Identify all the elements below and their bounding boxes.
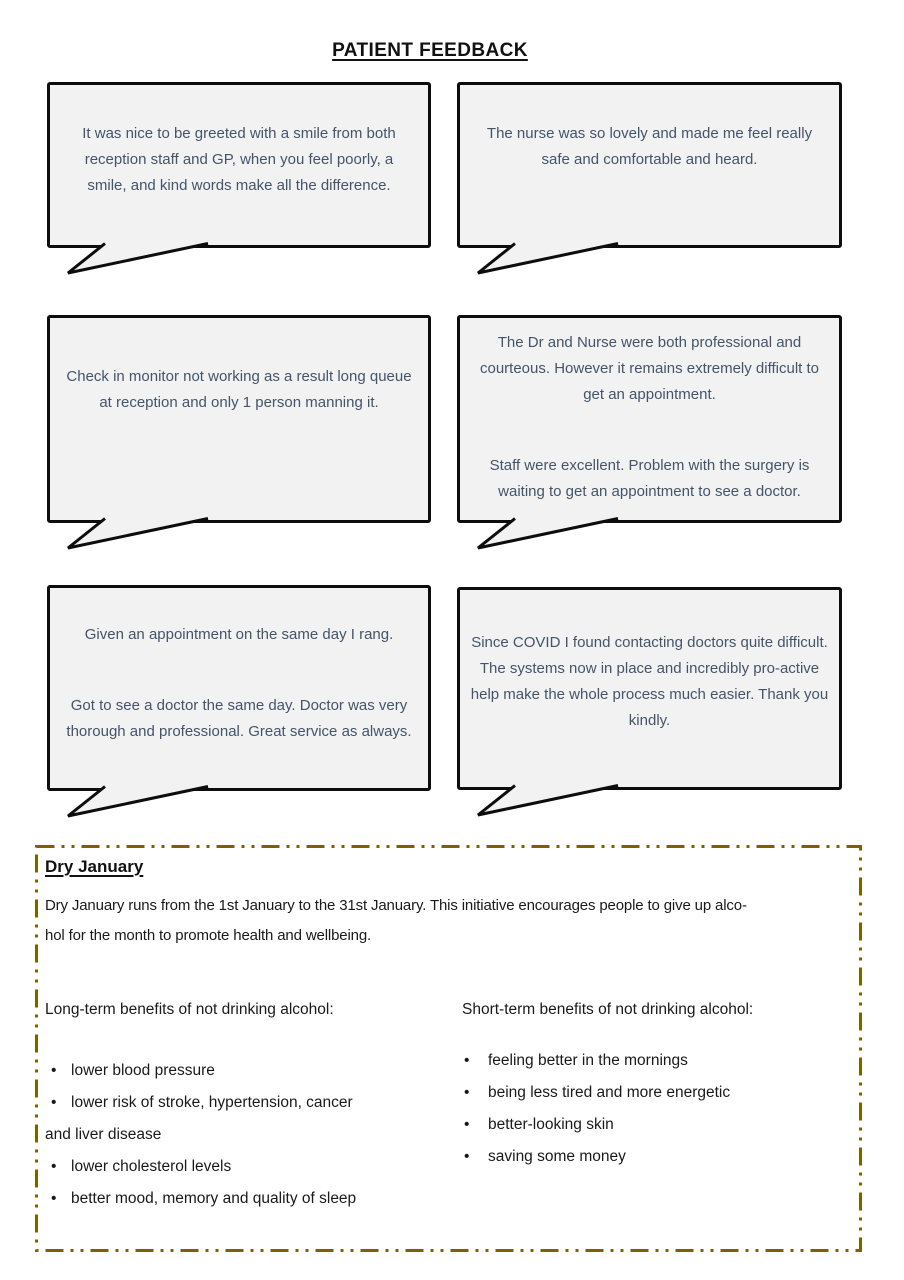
benefits-columns (45, 1001, 850, 1215)
list-item (462, 1077, 850, 1109)
bullet-icon: • (464, 1148, 470, 1165)
short-term-heading: Short-term benefits of not drinking alcohol: (462, 1001, 754, 1018)
list-item-continuation: and liver disease (45, 1126, 162, 1143)
bullet-icon: • (464, 1052, 470, 1069)
feedback-quote: Got to see a doctor the same day. Doctor was very thorough and professional. Great service as always. (66, 697, 412, 740)
list-item-text: better mood, memory and quality of sleep (71, 1190, 357, 1207)
list-item-text: lower blood pressure (71, 1062, 215, 1079)
list-item (462, 1045, 850, 1077)
feedback-bubble-4 (457, 315, 842, 523)
feedback-bubble-6 (457, 587, 842, 790)
page-title: PATIENT FEEDBACK (332, 40, 528, 61)
list-item-text: better-looking skin (488, 1116, 614, 1133)
feedback-quote: The nurse was so lovely and made me feel really safe and comfortable and heard. (486, 125, 813, 168)
dry-january-content (35, 845, 862, 1252)
list-item-text: saving some money (488, 1148, 626, 1165)
feedback-quote: Since COVID I found contacting doctors quite difficult. The systems now in place and incredibly pro-active help make the whole process much easier. Thank you kindly. (470, 634, 829, 729)
dry-january-intro (45, 891, 850, 951)
speech-tail-icon (62, 242, 212, 276)
speech-tail-icon (472, 784, 622, 818)
short-term-column (462, 1001, 850, 1215)
intro-line: hol for the month to promote health and wellbeing. (45, 927, 372, 944)
feedback-quote: The Dr and Nurse were both professional and courteous. However it remains extremely difficult to get an appointment. (479, 334, 820, 403)
feedback-quote: Check in monitor not working as a result long queue at reception and only 1 person manning it. (66, 368, 412, 411)
list-item-text: being less tired and more energetic (488, 1084, 731, 1101)
bullet-icon: • (51, 1094, 57, 1111)
bullet-icon: • (51, 1062, 57, 1079)
bullet-icon: • (464, 1116, 470, 1133)
feedback-quote: It was nice to be greeted with a smile from both reception staff and GP, when you feel poorly, a smile, and kind words make all the difference. (82, 125, 396, 194)
bullet-icon: • (464, 1084, 470, 1101)
list-item (45, 1087, 462, 1119)
list-item-text: feeling better in the mornings (488, 1052, 688, 1069)
list-item (45, 1055, 462, 1087)
list-item (462, 1109, 850, 1141)
feedback-bubble-3 (47, 315, 431, 523)
long-term-list (45, 1055, 462, 1215)
short-term-list (462, 1045, 850, 1173)
dry-january-heading: Dry January (45, 857, 144, 876)
speech-tail-icon (62, 785, 212, 819)
feedback-quote: Staff were excellent. Problem with the surgery is waiting to get an appointment to see a doctor. (489, 457, 810, 500)
list-item (45, 1151, 462, 1183)
long-term-column (45, 1001, 462, 1215)
bullet-icon: • (51, 1190, 57, 1207)
long-term-heading: Long-term benefits of not drinking alcohol: (45, 1001, 334, 1018)
list-item (462, 1141, 850, 1173)
intro-line: Dry January runs from the 1st January to the 31st January. This initiative encourages people to give up alco- (45, 897, 747, 914)
dry-january-section (35, 845, 862, 1252)
feedback-bubble-5 (47, 585, 431, 791)
speech-tail-icon (472, 517, 622, 551)
list-item-text: lower risk of stroke, hypertension, cancer (71, 1094, 353, 1111)
list-item (45, 1183, 462, 1215)
speech-tail-icon (472, 242, 622, 276)
bullet-icon: • (51, 1158, 57, 1175)
feedback-bubble-1 (47, 82, 431, 248)
feedback-bubble-2 (457, 82, 842, 248)
list-item-text: lower cholesterol levels (71, 1158, 232, 1175)
speech-tail-icon (62, 517, 212, 551)
feedback-quote: Given an appointment on the same day I rang. (84, 626, 394, 643)
